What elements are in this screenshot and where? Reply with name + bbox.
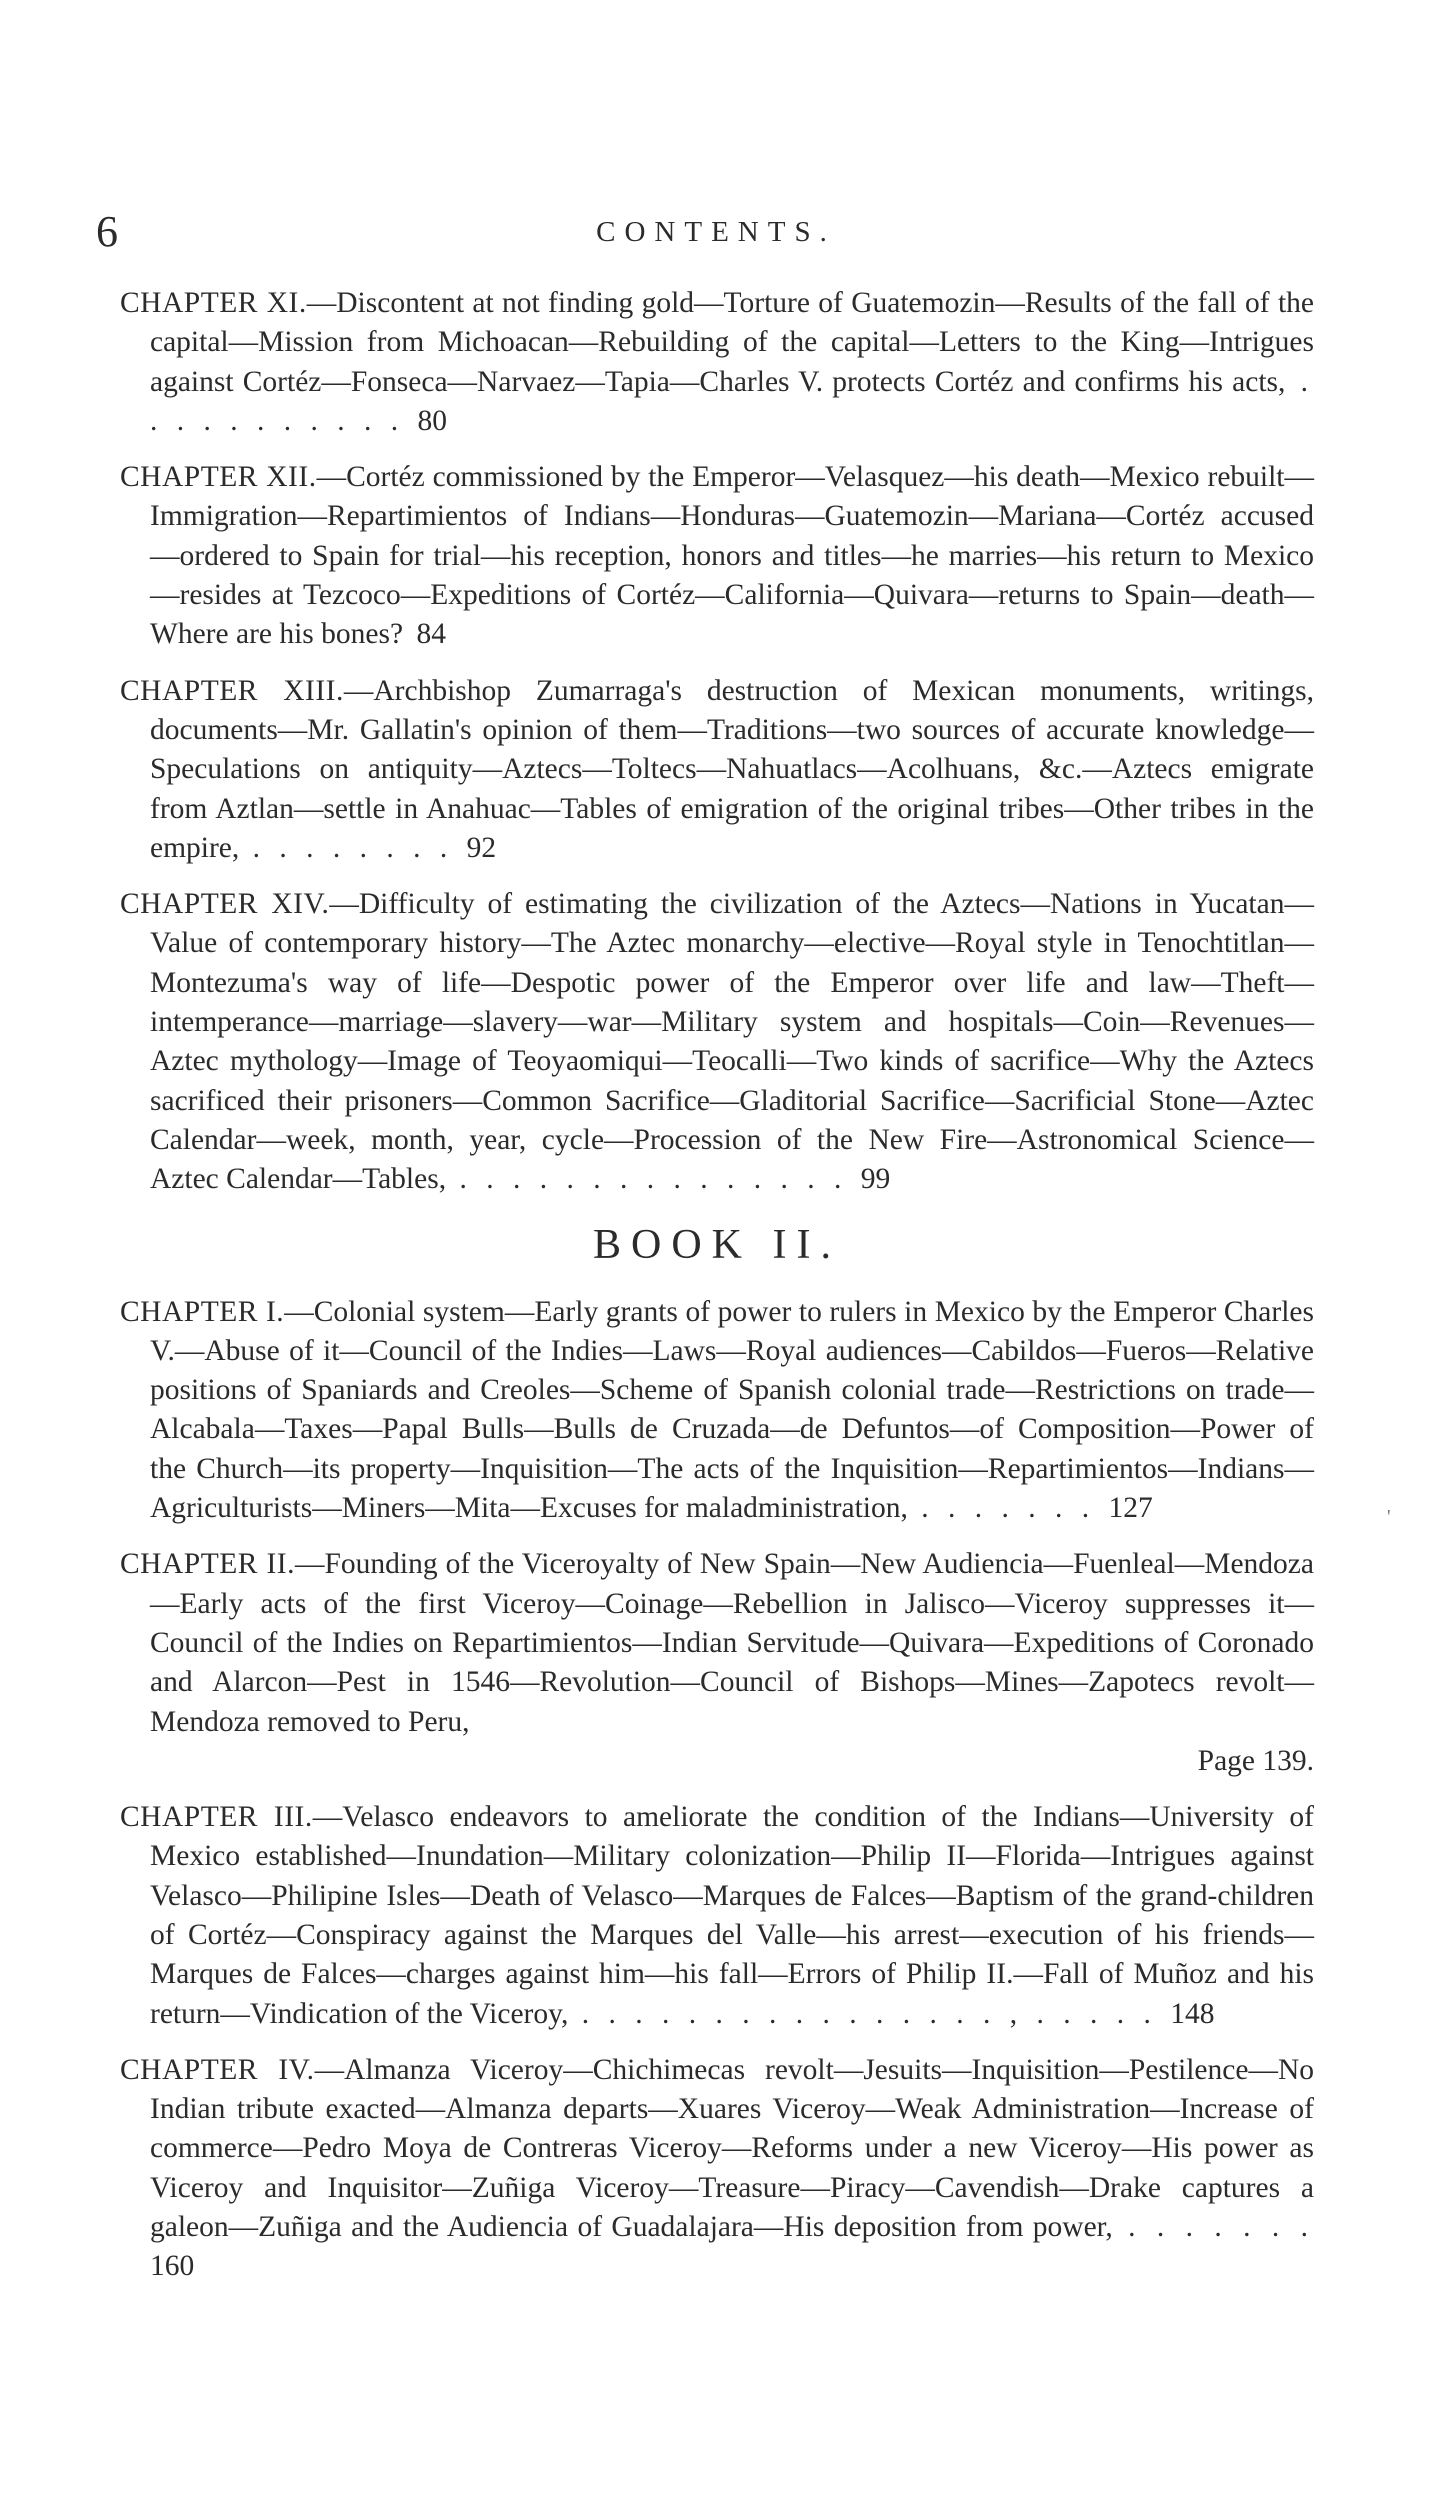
page-reference: 80 — [417, 404, 447, 437]
leader-dots — [403, 618, 416, 650]
book-heading: BOOK II. — [593, 1221, 841, 1268]
chapter-summary: —Cortéz commissioned by the Emperor—Velasquez—his death—Mexico rebuilt—Immigration—Repartimientos of Indians—Honduras—Guatemozin—Mariana—Cortéz accused—ordered to Spain for trial—his reception, honors and titles—he marries—his return to Mexico—resides at Tezcoco—Expeditions of Cortéz—California—Quivara—returns to Spain—death—Where are his bones? — [150, 461, 1315, 651]
chapter-label: CHAPTER III. — [120, 1801, 313, 1834]
chapter-label: CHAPTER XIII. — [120, 674, 344, 707]
toc-entry-book1-ch13 — [120, 672, 1314, 868]
leader-dots: . . . . . . . . — [239, 831, 467, 864]
running-title: CONTENTS. — [596, 216, 836, 248]
toc-entry-book1-ch11 — [120, 284, 1314, 441]
running-head — [96, 202, 1336, 262]
toc-entry-book1-ch14 — [120, 885, 1314, 1199]
leader-dots: . . . . . . . — [907, 1492, 1109, 1525]
chapter-label: CHAPTER XI. — [120, 287, 307, 319]
page-number: 6 — [96, 207, 118, 256]
chapter-summary: —Founding of the Viceroyalty of New Spain—New Audiencia—Fuenleal—Mendoza—Early acts of the first Viceroy—Coinage—Rebellion in Jalisco—Viceroy suppresses it—Council of the Indies on Repartimientos—Indian Servitude—Quivara—Expeditions of Coronado and Alarcon—Pest in 1546—Revolution—Council of Bishops—Mines—Zapotecs revolt—Mendoza removed to Peru, — [150, 1548, 1314, 1738]
chapter-label: CHAPTER II. — [120, 1548, 295, 1581]
page-reference: 148 — [1170, 1997, 1215, 2030]
page-reference: 127 — [1108, 1492, 1153, 1525]
page-reference: Page 139. — [1197, 1744, 1314, 1777]
chapter-label: CHAPTER XII. — [120, 461, 317, 494]
page-reference: 92 — [466, 831, 497, 864]
toc-entry-book2-ch4 — [120, 2051, 1314, 2287]
page-reference: 160 — [150, 2250, 195, 2283]
chapter-summary: —Velasco endeavors to ameliorate the condition of the Indians—University of Mexico established—Inundation—Military colonization—Philip II—Florida—Intrigues against Velasco—Philipine Isles—Death of Velasco—Marques de Falces—Baptism of the grand-children of Cortéz—Conspiracy against the Marques del Valle—his arrest—execution of his friends—Marques de Falces—charges against him—his fall—Errors of Philip II.—Fall of Muñoz and his return—Vindication of the Viceroy, — [150, 1801, 1314, 2030]
chapter-summary: —Difficulty of estimating the civilization of the Aztecs—Nations in Yucatan—Value of contemporary history—The Aztec monarchy—elective—Royal style in Tenochtitlan—Montezuma's way of life—Despotic power of the Emperor over life and law—Theft—intemperance—marriage—slavery—war—Military system and hospitals—Coin—Revenues—Aztec mythology—Image of Teoyaomiqui—Teocalli—Two kinds of sacrifice—Why the Aztecs sacrificed their prisoners—Common Sacrifice—Gladitorial Sacrifice—Sacrificial Stone—Aztec Calendar—week, month, year, cycle—Procession of the New Fire—Astronomical Science—Aztec Calendar—Tables, — [150, 888, 1314, 1196]
table-of-contents — [120, 284, 1314, 2304]
chapter-summary: —Discontent at not finding gold—Torture of Guatemozin—Results of the fall of the capital—Mission from Michoacan—Rebuilding of the capital—Letters to the King—Intrigues against Cortéz—Fonseca—Narvaez—Tapia—Charles V. protects Cortéz and confirms his acts, — [150, 287, 1314, 398]
toc-entry-book2-ch3 — [120, 1798, 1314, 2034]
chapter-label: CHAPTER IV. — [120, 2053, 315, 2086]
toc-entry-book2-ch1 — [120, 1293, 1314, 1529]
chapter-summary: —Almanza Viceroy—Chichimecas revolt—Jesuits—Inquisition—Pestilence—No Indian tribute exacted—Almanza departs—Xuares Viceroy—Weak Administration—Increase of commerce—Pedro Moya de Contreras Viceroy—Reforms under a new Viceroy—His power as Viceroy and Inquisitor—Zuñiga Viceroy—Treasure—Piracy—Cavendish—Drake captures a galeon—Zuñiga and the Audiencia of Guadalajara—His deposition from power, — [150, 2053, 1314, 2244]
ink-speck: ' — [1387, 1506, 1391, 1528]
toc-entry-book2-ch2 — [120, 1545, 1314, 1781]
leader-dots: . . . . . . . . . . . — [150, 365, 1314, 437]
page-reference: 99 — [860, 1163, 891, 1196]
page-reference: 84 — [416, 618, 446, 651]
leader-dots: . . . . . . . — [1112, 2211, 1315, 2244]
chapter-summary: —Archbishop Zumarraga's destruction of Mexican monuments, writings, documents—Mr. Gallatin's opinion of them—Traditions—two sources of accurate knowledge—Speculations on antiquity—Aztecs—Toltecs—Nahuatlacs—Acolhuans, &c.—Aztecs emigrate from Aztlan—settle in Anahuac—Tables of emigration of the original tribes—Other tribes in the empire, — [150, 674, 1315, 864]
chapter-label: CHAPTER XIV. — [120, 888, 330, 921]
leader-dots: . . . . . . . . . . . . . . . . , . . . . . — [568, 1997, 1171, 2030]
chapter-label: CHAPTER I. — [120, 1295, 285, 1328]
chapter-summary: —Colonial system—Early grants of power to rulers in Mexico by the Emperor Charles V.—Abuse of it—Council of the Indies—Laws—Royal audiences—Cabildos—Fueros—Relative positions of Spaniards and Creoles—Scheme of Spanish colonial trade—Restrictions on trade—Alcabala—Taxes—Papal Bulls—Bulls de Cruzada—de Defuntos—of Composition—Power of the Church—its property—Inquisition—The acts of the Inquisition—Repartimientos—Indians—Agriculturists—Miners—Mita—Excuses for maladministration, — [150, 1295, 1314, 1525]
toc-entry-book1-ch12 — [120, 458, 1314, 654]
leader-dots: . . . . . . . . . . . . . . . — [446, 1163, 861, 1196]
